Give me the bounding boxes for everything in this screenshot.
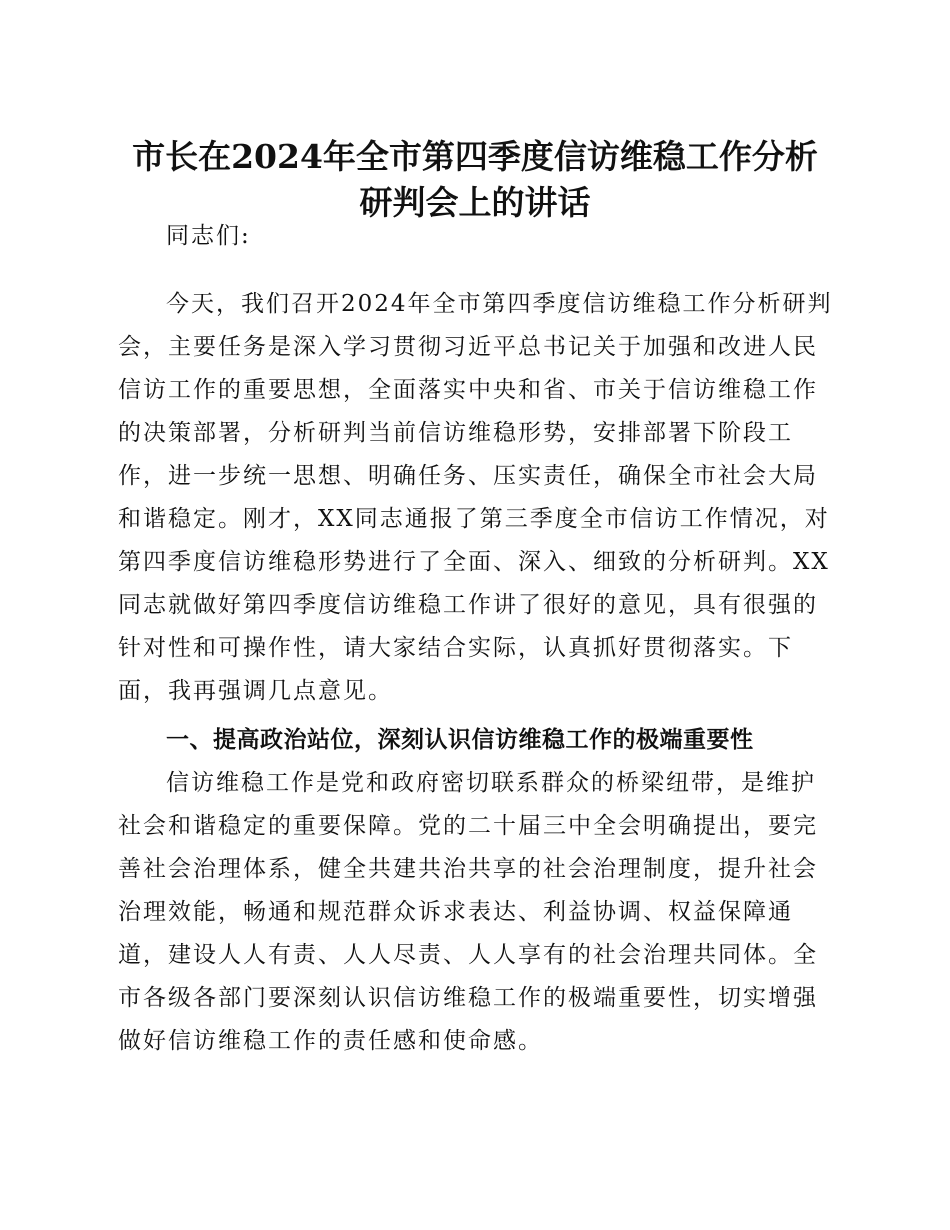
paragraph-2-line: 道，建设人人有责、人人尽责、人人享有的社会治理共同体。全 [118, 942, 818, 968]
paragraph-1-line: 的决策部署，分析研判当前信访维稳形势，安排部署下阶段工 [118, 420, 793, 446]
paragraph-2-line: 市各级各部门要深刻认识信访维稳工作的极端重要性，切实增强 [118, 985, 818, 1011]
document-title-line-1: 市长在2024年全市第四季度信访维稳工作分析 [132, 137, 818, 176]
paragraph-1-line: 针对性和可操作性，请大家结合实际，认真抓好贯彻落实。下 [118, 635, 793, 661]
paragraph-1-line: 面，我再强调几点意见。 [118, 678, 393, 704]
paragraph-2-line: 社会和谐稳定的重要保障。党的二十届三中全会明确提出，要完 [118, 813, 818, 839]
paragraph-1-line: 第四季度信访维稳形势进行了全面、深入、细致的分析研判。XX [118, 549, 830, 575]
document-title-line-2: 研判会上的讲话 [359, 183, 591, 222]
paragraph-2-line: 善社会治理体系，健全共建共治共享的社会治理制度，提升社会 [118, 856, 818, 882]
paragraph-1-line: 和谐稳定。刚才，XX同志通报了第三季度全市信访工作情况，对 [118, 506, 830, 532]
paragraph-2-line: 治理效能，畅通和规范群众诉求表达、利益协调、权益保障通 [118, 899, 793, 925]
paragraph-2-line: 信访维稳工作是党和政府密切联系群众的桥梁纽带，是维护 [166, 770, 816, 796]
paragraph-1-line: 同志就做好第四季度信访维稳工作讲了很好的意见，具有很强的 [118, 592, 818, 618]
paragraph-1-line: 会，主要任务是深入学习贯彻习近平总书记关于加强和改进人民 [118, 334, 818, 360]
paragraph-2-line: 做好信访维稳工作的责任感和使命感。 [118, 1028, 543, 1054]
paragraph-1-line: 作，进一步统一思想、明确任务、压实责任，确保全市社会大局 [118, 463, 818, 489]
salutation: 同志们: [166, 223, 251, 249]
section-1-heading: 一、提高政治站位，深刻认识信访维稳工作的极端重要性 [166, 727, 754, 753]
paragraph-1-line: 信访工作的重要思想，全面落实中央和省、市关于信访维稳工作 [118, 377, 818, 403]
paragraph-1-line: 今天，我们召开2024年全市第四季度信访维稳工作分析研判 [166, 291, 833, 317]
